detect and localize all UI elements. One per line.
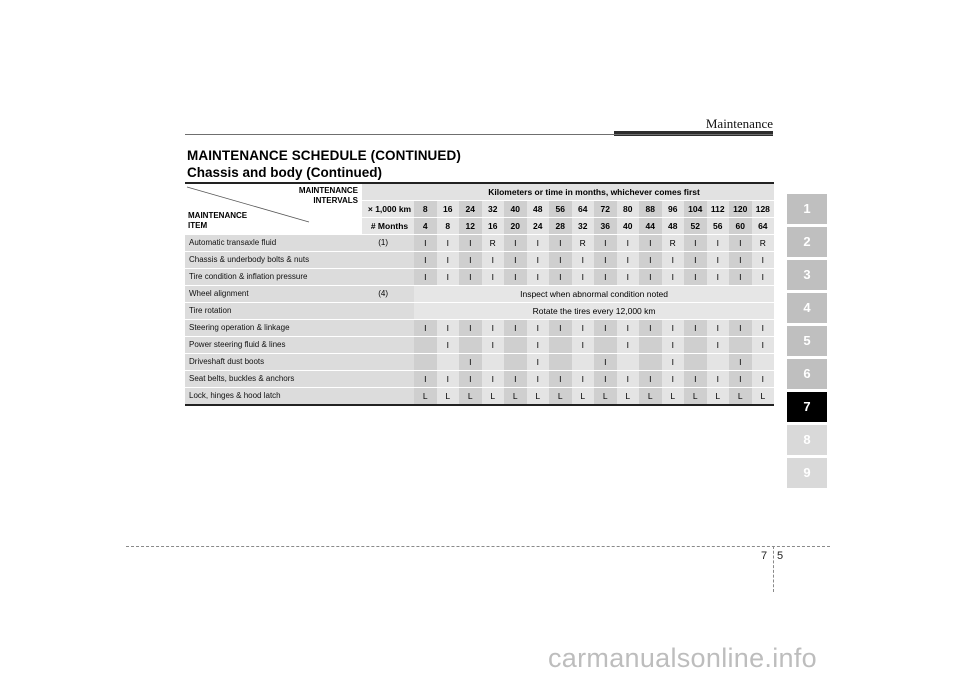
schedule-cell: I	[752, 337, 775, 354]
months-cell: 4	[414, 218, 437, 235]
item-note	[362, 303, 414, 320]
schedule-cell: I	[482, 371, 505, 388]
corner-item-label: MAINTENANCE ITEM	[188, 211, 248, 230]
schedule-cell: I	[459, 320, 482, 337]
km-cell: 80	[617, 201, 640, 218]
schedule-cell	[437, 354, 460, 371]
schedule-cell: I	[459, 269, 482, 286]
schedule-cell: R	[662, 235, 685, 252]
schedule-cell: I	[482, 252, 505, 269]
schedule-cell: I	[639, 252, 662, 269]
schedule-cell	[549, 337, 572, 354]
item-span-note: Inspect when abnormal condition noted	[414, 286, 774, 303]
schedule-cell: I	[459, 371, 482, 388]
item-name: Wheel alignment	[185, 286, 362, 303]
km-cell: 96	[662, 201, 685, 218]
schedule-cell: I	[459, 252, 482, 269]
item-name: Tire condition & inflation pressure	[185, 269, 362, 286]
schedule-cell: I	[639, 371, 662, 388]
schedule-cell: I	[729, 320, 752, 337]
schedule-cell: L	[549, 388, 572, 406]
km-cell: 88	[639, 201, 662, 218]
schedule-cell: I	[482, 269, 505, 286]
header-title: Maintenance	[705, 116, 773, 131]
schedule-cell: I	[437, 252, 460, 269]
kilometers-header: Kilometers or time in months, whichever comes first	[414, 183, 774, 201]
months-cell: 16	[482, 218, 505, 235]
months-cell: 12	[459, 218, 482, 235]
months-cell: 28	[549, 218, 572, 235]
schedule-cell: I	[662, 269, 685, 286]
table-row	[185, 371, 774, 388]
table-corner-header	[185, 183, 362, 235]
item-name: Driveshaft dust boots	[185, 354, 362, 371]
schedule-cell: I	[617, 371, 640, 388]
schedule-cell: I	[594, 354, 617, 371]
months-cell: 8	[437, 218, 460, 235]
schedule-cell: I	[504, 269, 527, 286]
chapter-tab-8[interactable]: 8	[787, 425, 827, 455]
months-cell: 60	[729, 218, 752, 235]
table-row	[185, 235, 774, 252]
schedule-cell: I	[504, 320, 527, 337]
item-name: Automatic transaxle fluid	[185, 235, 362, 252]
item-name: Chassis & underbody bolts & nuts	[185, 252, 362, 269]
chapter-tabs	[787, 194, 827, 491]
maintenance-table	[185, 182, 774, 406]
schedule-cell: I	[752, 252, 775, 269]
schedule-cell: I	[639, 269, 662, 286]
schedule-cell: I	[572, 269, 595, 286]
section-title: MAINTENANCE SCHEDULE (CONTINUED)	[187, 148, 461, 163]
schedule-cell: L	[414, 388, 437, 406]
schedule-cell: R	[482, 235, 505, 252]
km-cell: 48	[527, 201, 550, 218]
schedule-cell: I	[504, 252, 527, 269]
item-note	[362, 252, 414, 269]
schedule-cell: I	[549, 235, 572, 252]
km-cell: 16	[437, 201, 460, 218]
page-number: 5	[777, 550, 784, 562]
corner-intervals-label: MAINTENANCE INTERVALS	[298, 186, 358, 205]
km-cell: 104	[684, 201, 707, 218]
item-note	[362, 320, 414, 337]
schedule-cell: I	[527, 235, 550, 252]
months-label: # Months	[362, 218, 414, 235]
schedule-cell: L	[572, 388, 595, 406]
schedule-cell: L	[707, 388, 730, 406]
header-spacer	[362, 183, 414, 201]
schedule-cell	[504, 354, 527, 371]
schedule-cell: I	[662, 337, 685, 354]
km-cell: 40	[504, 201, 527, 218]
schedule-cell: L	[752, 388, 775, 406]
item-note	[362, 371, 414, 388]
schedule-cell: I	[482, 320, 505, 337]
schedule-cell: I	[617, 320, 640, 337]
table-row	[185, 269, 774, 286]
schedule-cell: L	[729, 388, 752, 406]
chapter-tab-9[interactable]: 9	[787, 458, 827, 488]
schedule-cell: I	[527, 371, 550, 388]
schedule-cell: I	[549, 269, 572, 286]
km-cell: 56	[549, 201, 572, 218]
item-name: Tire rotation	[185, 303, 362, 320]
schedule-cell: I	[482, 337, 505, 354]
page-chapter: 7	[761, 550, 768, 562]
schedule-cell: L	[482, 388, 505, 406]
months-cell: 44	[639, 218, 662, 235]
section-subtitle: Chassis and body (Continued)	[187, 165, 383, 180]
schedule-cell	[572, 354, 595, 371]
schedule-cell: I	[572, 337, 595, 354]
table-row	[185, 320, 774, 337]
schedule-cell: I	[707, 269, 730, 286]
months-cell: 32	[572, 218, 595, 235]
schedule-cell: I	[459, 235, 482, 252]
item-note	[362, 269, 414, 286]
schedule-cell: I	[527, 320, 550, 337]
schedule-cell: I	[414, 269, 437, 286]
schedule-cell: I	[707, 371, 730, 388]
schedule-cell: L	[684, 388, 707, 406]
schedule-cell	[549, 354, 572, 371]
footer-rule	[126, 546, 830, 547]
item-name: Steering operation & linkage	[185, 320, 362, 337]
schedule-cell: I	[437, 320, 460, 337]
schedule-cell: I	[594, 371, 617, 388]
schedule-cell: I	[707, 320, 730, 337]
schedule-cell: I	[437, 269, 460, 286]
schedule-cell: L	[459, 388, 482, 406]
schedule-cell: I	[684, 252, 707, 269]
schedule-cell: R	[572, 235, 595, 252]
item-note: (4)	[362, 286, 414, 303]
schedule-cell: R	[752, 235, 775, 252]
schedule-cell: I	[594, 320, 617, 337]
schedule-cell: I	[729, 269, 752, 286]
schedule-cell: I	[594, 252, 617, 269]
schedule-cell: I	[572, 252, 595, 269]
schedule-cell: I	[752, 320, 775, 337]
schedule-cell	[639, 354, 662, 371]
schedule-cell: L	[617, 388, 640, 406]
schedule-cell: I	[504, 235, 527, 252]
km-label: × 1,000 km	[362, 201, 414, 218]
schedule-cell: I	[414, 235, 437, 252]
chapter-tab-4[interactable]: 4	[787, 293, 827, 323]
schedule-cell: I	[459, 354, 482, 371]
schedule-cell: I	[594, 269, 617, 286]
schedule-cell: L	[662, 388, 685, 406]
months-cell: 24	[527, 218, 550, 235]
schedule-cell: I	[527, 337, 550, 354]
schedule-cell: I	[752, 371, 775, 388]
schedule-cell	[707, 354, 730, 371]
km-cell: 32	[482, 201, 505, 218]
schedule-cell	[617, 354, 640, 371]
schedule-cell: I	[549, 371, 572, 388]
schedule-cell	[504, 337, 527, 354]
schedule-cell: I	[437, 371, 460, 388]
months-cell: 64	[752, 218, 775, 235]
schedule-cell: I	[527, 252, 550, 269]
schedule-cell: I	[549, 252, 572, 269]
chapter-tab-6[interactable]: 6	[787, 359, 827, 389]
schedule-cell: I	[572, 320, 595, 337]
km-cell: 112	[707, 201, 730, 218]
schedule-cell: I	[437, 337, 460, 354]
schedule-cell: I	[662, 320, 685, 337]
schedule-cell: I	[662, 371, 685, 388]
km-cell: 72	[594, 201, 617, 218]
schedule-cell: I	[684, 235, 707, 252]
schedule-cell: I	[729, 235, 752, 252]
months-cell: 52	[684, 218, 707, 235]
schedule-cell: I	[414, 371, 437, 388]
schedule-cell: I	[729, 252, 752, 269]
schedule-cell: I	[684, 269, 707, 286]
schedule-cell: I	[504, 371, 527, 388]
header-rule	[185, 134, 773, 135]
schedule-cell	[459, 337, 482, 354]
schedule-cell: I	[617, 269, 640, 286]
item-name: Power steering fluid & lines	[185, 337, 362, 354]
months-cell: 48	[662, 218, 685, 235]
item-note: (1)	[362, 235, 414, 252]
chapter-tab-5[interactable]: 5	[787, 326, 827, 356]
schedule-cell: L	[594, 388, 617, 406]
schedule-cell: I	[707, 252, 730, 269]
schedule-cell: I	[437, 235, 460, 252]
schedule-cell: I	[527, 354, 550, 371]
schedule-cell: I	[527, 269, 550, 286]
schedule-cell: I	[617, 252, 640, 269]
item-note	[362, 337, 414, 354]
chapter-tab-3[interactable]: 3	[787, 260, 827, 290]
schedule-cell: I	[414, 252, 437, 269]
table-row	[185, 337, 774, 354]
km-cell: 24	[459, 201, 482, 218]
chapter-tab-2[interactable]: 2	[787, 227, 827, 257]
schedule-cell: I	[549, 320, 572, 337]
schedule-cell: I	[662, 354, 685, 371]
table-row	[185, 286, 774, 303]
schedule-cell	[639, 337, 662, 354]
schedule-cell: I	[707, 235, 730, 252]
schedule-cell: L	[639, 388, 662, 406]
item-name: Seat belts, buckles & anchors	[185, 371, 362, 388]
schedule-cell: L	[527, 388, 550, 406]
schedule-cell: I	[707, 337, 730, 354]
watermark: carmanualsonline.info	[548, 643, 817, 673]
schedule-cell: I	[684, 371, 707, 388]
item-span-note: Rotate the tires every 12,000 km	[414, 303, 774, 320]
chapter-tab-7[interactable]: 7	[787, 392, 827, 422]
schedule-cell	[414, 354, 437, 371]
km-cell: 128	[752, 201, 775, 218]
chapter-tab-1[interactable]: 1	[787, 194, 827, 224]
table-row	[185, 354, 774, 371]
months-cell: 20	[504, 218, 527, 235]
km-cell: 120	[729, 201, 752, 218]
months-cell: 56	[707, 218, 730, 235]
schedule-cell: I	[572, 371, 595, 388]
schedule-cell: I	[662, 252, 685, 269]
footer-divider	[773, 546, 774, 592]
schedule-cell: I	[752, 269, 775, 286]
km-cell: 8	[414, 201, 437, 218]
table-row	[185, 303, 774, 320]
schedule-cell: I	[639, 320, 662, 337]
schedule-cell	[684, 354, 707, 371]
km-cell: 64	[572, 201, 595, 218]
schedule-cell: I	[684, 320, 707, 337]
schedule-cell	[729, 337, 752, 354]
months-cell: 36	[594, 218, 617, 235]
schedule-cell: I	[617, 337, 640, 354]
schedule-cell	[752, 354, 775, 371]
item-name: Lock, hinges & hood latch	[185, 388, 362, 406]
schedule-cell	[684, 337, 707, 354]
schedule-cell: I	[639, 235, 662, 252]
schedule-cell	[482, 354, 505, 371]
schedule-cell: L	[437, 388, 460, 406]
schedule-cell: I	[414, 320, 437, 337]
item-note	[362, 354, 414, 371]
schedule-cell	[594, 337, 617, 354]
table-row	[185, 388, 774, 406]
schedule-cell: I	[617, 235, 640, 252]
schedule-cell: I	[729, 354, 752, 371]
item-note	[362, 388, 414, 406]
schedule-cell: I	[594, 235, 617, 252]
months-cell: 40	[617, 218, 640, 235]
schedule-cell: I	[729, 371, 752, 388]
schedule-cell: L	[504, 388, 527, 406]
table-row	[185, 252, 774, 269]
schedule-cell	[414, 337, 437, 354]
